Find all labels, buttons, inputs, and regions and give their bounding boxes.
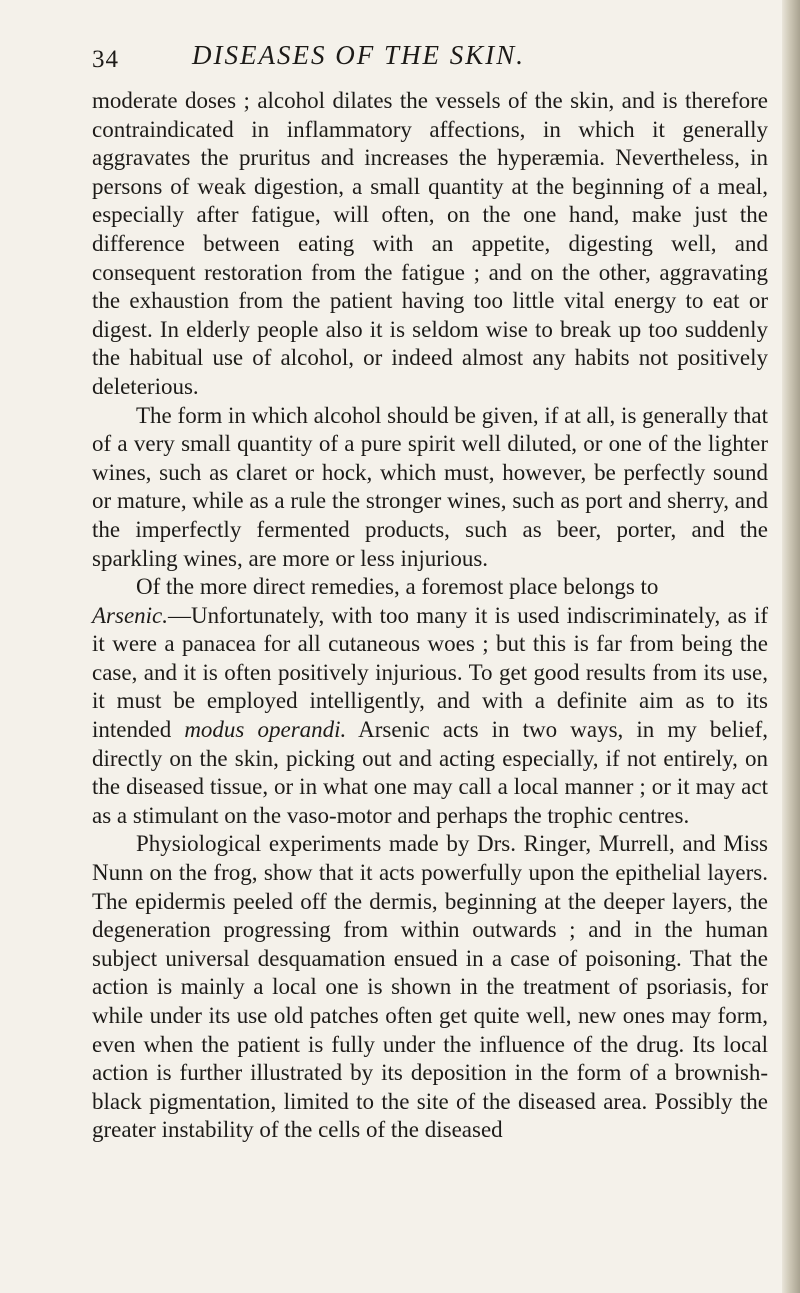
- arsenic-text-after: Arsenic acts in two ways, in my belief, directly on the skin, picking out and acting especially, if not entirely, on the diseased tissue, or in what one may call a local manner ; or it may act as a stimulant on the vaso-motor and perhaps the trophic centres.: [92, 717, 768, 828]
- paragraph-alcohol-effects: moderate doses ; alcohol dilates the vessels of the skin, and is therefore contraindicated in inflammatory affections, in which it generally aggravates the pruritus and increases the hyperæmia. Nevertheless, in persons of weak digestion, a small quantity at the beginning of a meal, especially after fatigue, will often, on the one hand, make just the difference between eating with an appetite, digesting well, and consequent restoration from the fatigue ; and on the other, aggravating the exhaustion from the patient having too little vital energy to eat or digest. In elderly people also it is seldom wise to break up too suddenly the habitual use of alcohol, or indeed almost any habits not positively deleterious.: [92, 88, 768, 399]
- page-edge-shadow: [782, 0, 800, 1293]
- paragraph-physiological-experiments: Physiological experiments made by Drs. Ringer, Murrell, and Miss Nunn on the frog, show that it acts powerfully upon the epithelial layers. The epidermis peeled off the dermis, beginning at the deeper layers, the degeneration progressing from within outwards ; and in the human subject universal desquamation ensued in a case of poisoning. That the action is mainly a local one is shown in the treatment of psoriasis, for while under its use old patches often get quite well, new ones may form, even when the patient is fully under the influence of the drug. Its local action is further illustrated by its deposition in the form of a brownish-black pigmentation, limited to the site of the diseased area. Possibly the greater instability of the cells of the diseased: [92, 831, 768, 1143]
- page-header: [92, 40, 752, 74]
- paragraph-alcohol-form: The form in which alcohol should be given, if at all, is generally that of a very small quantity of a pure spirit well diluted, or one of the lighter wines, such as claret or hock, which must, however, be perfectly sound or mature, while as a rule the stronger wines, such as port and sherry, and the imperfectly fermented products, such as beer, porter, and the sparkling wines, are more or less injurious.: [92, 402, 768, 571]
- modus-operandi-phrase: modus operandi.: [184, 717, 347, 743]
- arsenic-text-before: —Unfortunately, with too many it is used indiscriminately, as if it were a panacea for all cutaneous woes ; but this is far from being the case, and it is often positively injurious. To get good results from its use, it must be employed intelligently, and with a definite aim as to its intended: [92, 602, 768, 743]
- body-text: [92, 87, 768, 1145]
- page-number: 34: [92, 46, 119, 73]
- running-head: DISEASES OF THE SKIN.: [192, 40, 525, 70]
- paragraph-arsenic: [92, 602, 768, 831]
- paragraph-direct-remedies: Of the more direct remedies, a foremost place belongs to: [136, 574, 659, 600]
- arsenic-heading: Arsenic.: [92, 602, 169, 628]
